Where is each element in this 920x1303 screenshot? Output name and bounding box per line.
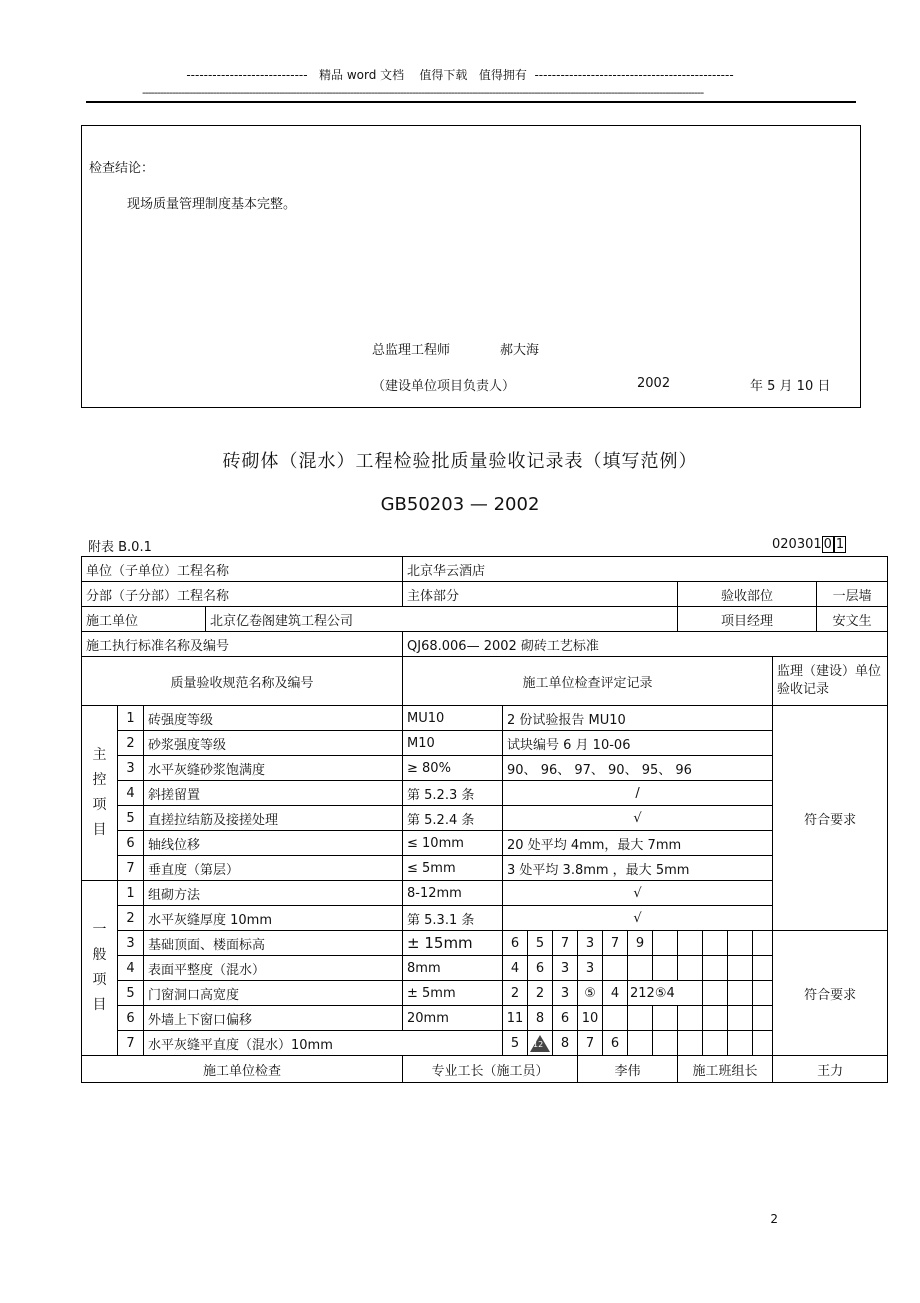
- item-no: 4: [118, 781, 144, 806]
- measure-cell: 3: [578, 931, 603, 956]
- main-item-row: [82, 756, 888, 781]
- main-result: 符合要求: [773, 706, 888, 931]
- main-item-row: [82, 706, 888, 731]
- main-section-label: [82, 706, 118, 881]
- acceptance-part-value: 一层墙: [817, 582, 888, 607]
- measure-cell: 8: [528, 1006, 553, 1031]
- measure-cell: 4: [603, 981, 628, 1006]
- main-item-row: [82, 856, 888, 881]
- form-title: 砖砌体（混水）工程检验批质量验收记录表（填写范例）: [222, 451, 698, 472]
- measure-cell: [678, 1006, 703, 1031]
- exec-standard-row: [82, 632, 888, 657]
- item-standard: ≤ 10mm: [403, 831, 503, 856]
- exec-standard-value: QJ68.006— 2002 砌砖工艺标准: [403, 632, 888, 657]
- item-record: 2 份试验报告 MU10: [503, 706, 773, 731]
- measure-cell: [678, 1031, 703, 1056]
- contractor-value: 北京亿卷阁建筑工程公司: [206, 607, 678, 632]
- item-standard: M10: [403, 731, 503, 756]
- team-label: 施工班组长: [678, 1056, 773, 1083]
- exec-standard-label: 施工执行标准名称及编号: [82, 632, 403, 657]
- header-dashes: ---------------------------------------------------------------------------------------------------------------------------------------------------------------------------------------------: [142, 86, 704, 99]
- measure-cell: [628, 1031, 653, 1056]
- item-record: √: [503, 881, 773, 906]
- header-banner: ---------------------------- 精品 word 文档 值得下载 值得拥有 ----------------------------------------------: [186, 68, 734, 82]
- item-standard: 第 5.3.1 条: [403, 906, 503, 931]
- record-header: 施工单位检查评定记录: [403, 657, 773, 706]
- item-name: 砂浆强度等级: [144, 731, 403, 756]
- measure-cell: [653, 1031, 678, 1056]
- item-name: 外墙上下窗口偏移: [144, 1006, 403, 1031]
- triangle-mark-icon: [530, 1035, 550, 1052]
- item-name: 水平灰缝砂浆饱满度: [144, 756, 403, 781]
- item-standard: 第 5.2.4 条: [403, 806, 503, 831]
- measure-cell: [653, 1006, 678, 1031]
- item-record: 20 处平均 4mm，最大 7mm: [503, 831, 773, 856]
- item-name: 水平灰缝平直度（混水）10mm: [144, 1031, 503, 1056]
- triangle-mark-value: 12: [533, 1039, 544, 1049]
- project-row: [82, 557, 888, 582]
- item-no: 1: [118, 881, 144, 906]
- measure-cell: 9: [628, 931, 653, 956]
- item-standard: 8-12mm: [403, 881, 503, 906]
- main-section-text: 主控项目: [92, 747, 107, 838]
- check-label: 施工单位检查: [82, 1056, 403, 1083]
- general-item-row: [82, 1031, 888, 1056]
- item-name: 组砌方法: [144, 881, 403, 906]
- general-item-row: [82, 906, 888, 931]
- general-item-row: [82, 956, 888, 981]
- acceptance-part-label: 验收部位: [678, 582, 817, 607]
- measure-cell: [678, 931, 703, 956]
- item-record: 90、 96、 97、 90、 95、 96: [503, 756, 773, 781]
- measure-cell: [753, 981, 773, 1006]
- measure-cell: [703, 956, 728, 981]
- item-no: 6: [118, 831, 144, 856]
- measure-cell: 2: [528, 981, 553, 1006]
- item-record: 试块编号 6 月 10-06: [503, 731, 773, 756]
- measure-cell: 3: [578, 956, 603, 981]
- general-item-row: [82, 931, 888, 956]
- measure-cell: [728, 931, 753, 956]
- general-item-row: [82, 1006, 888, 1031]
- manager-value: 安文生: [817, 607, 888, 632]
- item-no: 4: [118, 956, 144, 981]
- item-standard: ≤ 5mm: [403, 856, 503, 881]
- measure-cell: 5: [528, 931, 553, 956]
- item-record: √: [503, 806, 773, 831]
- item-name: 表面平整度（混水）: [144, 956, 403, 981]
- item-standard: 20mm: [403, 1006, 503, 1031]
- item-no: 5: [118, 806, 144, 831]
- measure-cell: ⑤: [578, 981, 603, 1006]
- item-name: 基础顶面、楼面标高: [144, 931, 403, 956]
- general-section-label: [82, 881, 118, 1056]
- item-standard: ≥ 80%: [403, 756, 503, 781]
- inspection-table: [81, 556, 888, 1083]
- item-standard: MU10: [403, 706, 503, 731]
- item-no: 2: [118, 906, 144, 931]
- measure-cell: 6: [603, 1031, 628, 1056]
- item-no: 3: [118, 756, 144, 781]
- item-name: 轴线位移: [144, 831, 403, 856]
- supervisor-label: 总监理工程师: [372, 343, 451, 358]
- item-no: 7: [118, 856, 144, 881]
- supervision-header: [773, 657, 888, 706]
- owner-label: （建设单位项目负责人）: [372, 379, 516, 394]
- item-standard: 第 5.2.3 条: [403, 781, 503, 806]
- team-name: 王力: [773, 1056, 888, 1083]
- measure-cell: [703, 931, 728, 956]
- measure-cell: [703, 981, 728, 1006]
- conclusion-year: 2002: [637, 376, 671, 391]
- item-name: 水平灰缝厚度 10mm: [144, 906, 403, 931]
- measure-cell: 4: [503, 956, 528, 981]
- measure-cell: [703, 1006, 728, 1031]
- item-standard: ± 5mm: [403, 981, 503, 1006]
- measure-cell: 2: [503, 981, 528, 1006]
- general-section-text: 一般项目: [92, 922, 107, 1013]
- form-code-box-2: 1: [835, 537, 845, 552]
- item-standard: 8mm: [403, 956, 503, 981]
- measure-cell: [728, 1006, 753, 1031]
- measure-cell: 5: [503, 1031, 528, 1056]
- general-item-row: [82, 981, 888, 1006]
- form-code-box-1: 0: [823, 537, 832, 552]
- measure-cell: [753, 956, 773, 981]
- item-record: /: [503, 781, 773, 806]
- measure-cell: 7: [578, 1031, 603, 1056]
- measure-cell: [628, 1006, 653, 1031]
- item-no: 2: [118, 731, 144, 756]
- item-no: 7: [118, 1031, 144, 1056]
- header-rule: [86, 101, 856, 103]
- item-name: 直搓拉结筋及接搓处理: [144, 806, 403, 831]
- item-no: 6: [118, 1006, 144, 1031]
- measure-cell: [703, 1031, 728, 1056]
- main-item-row: [82, 731, 888, 756]
- measure-cell: [653, 931, 678, 956]
- measure-cell: 10: [578, 1006, 603, 1031]
- measure-cell: [753, 1031, 773, 1056]
- project-value: 北京华云酒店: [403, 557, 888, 582]
- item-record: 3 处平均 3.8mm ，最大 5mm: [503, 856, 773, 881]
- measure-cell: [653, 956, 678, 981]
- measure-cell: [628, 956, 653, 981]
- measure-cell: [678, 956, 703, 981]
- form-code-prefix: 020301: [772, 537, 822, 552]
- supervision-header-line-1: 监理（建设）单位: [777, 664, 882, 679]
- foreman-label: 专业工长（施工员）: [403, 1056, 578, 1083]
- conclusion-label: 检查结论：: [89, 161, 155, 176]
- conclusion-box: [81, 125, 861, 408]
- measure-cell: 7: [553, 931, 578, 956]
- item-no: 5: [118, 981, 144, 1006]
- measure-cell: 11: [503, 1006, 528, 1031]
- general-item-row: [82, 881, 888, 906]
- measure-cell: 212⑤4: [628, 981, 703, 1006]
- measure-cell: 6: [553, 1006, 578, 1031]
- page-number: 2: [770, 1212, 778, 1226]
- item-standard: ± 15mm: [403, 931, 503, 956]
- main-item-row: [82, 781, 888, 806]
- project-label: 单位（子单位）工程名称: [82, 557, 403, 582]
- subproject-value: 主体部分: [403, 582, 678, 607]
- item-no: 1: [118, 706, 144, 731]
- measure-cell: 8: [553, 1031, 578, 1056]
- form-standard: GB50203 — 2002: [380, 494, 540, 515]
- form-code: [772, 536, 846, 553]
- conclusion-text: 现场质量管理制度基本完整。: [127, 197, 297, 212]
- measure-cell: [728, 981, 753, 1006]
- measure-cell: 3: [553, 981, 578, 1006]
- measure-cell: 6: [503, 931, 528, 956]
- conclusion-date: 年 5 月 10 日: [750, 379, 831, 394]
- subproject-label: 分部（子分部）工程名称: [82, 582, 403, 607]
- measure-cell: 3: [553, 956, 578, 981]
- measure-cell: 6: [528, 956, 553, 981]
- contractor-label: 施工单位: [82, 607, 206, 632]
- general-result: 符合要求: [773, 931, 888, 1056]
- appendix-label: 附表 B.0.1: [88, 540, 152, 555]
- main-item-row: [82, 831, 888, 856]
- item-name: 门窗洞口高宽度: [144, 981, 403, 1006]
- item-record: √: [503, 906, 773, 931]
- column-header-row: [82, 657, 888, 706]
- measure-cell: [728, 1031, 753, 1056]
- measure-cell: [753, 931, 773, 956]
- signature-row: [82, 1056, 888, 1083]
- spec-header: 质量验收规范名称及编号: [82, 657, 403, 706]
- measure-cell: [603, 956, 628, 981]
- foreman-name: 李伟: [578, 1056, 678, 1083]
- measure-cell: 7: [603, 931, 628, 956]
- subproject-row: [82, 582, 888, 607]
- supervisor-name: 郝大海: [500, 343, 540, 358]
- item-name: 垂直度（第层）: [144, 856, 403, 881]
- measure-cell: [753, 1006, 773, 1031]
- item-name: 斜搓留置: [144, 781, 403, 806]
- measure-cell: [728, 956, 753, 981]
- main-item-row: [82, 806, 888, 831]
- measure-cell: [603, 1006, 628, 1031]
- manager-label: 项目经理: [678, 607, 817, 632]
- item-name: 砖强度等级: [144, 706, 403, 731]
- supervision-header-line-2: 验收记录: [777, 682, 830, 697]
- item-no: 3: [118, 931, 144, 956]
- measure-cell: [528, 1031, 553, 1056]
- contractor-row: [82, 607, 888, 632]
